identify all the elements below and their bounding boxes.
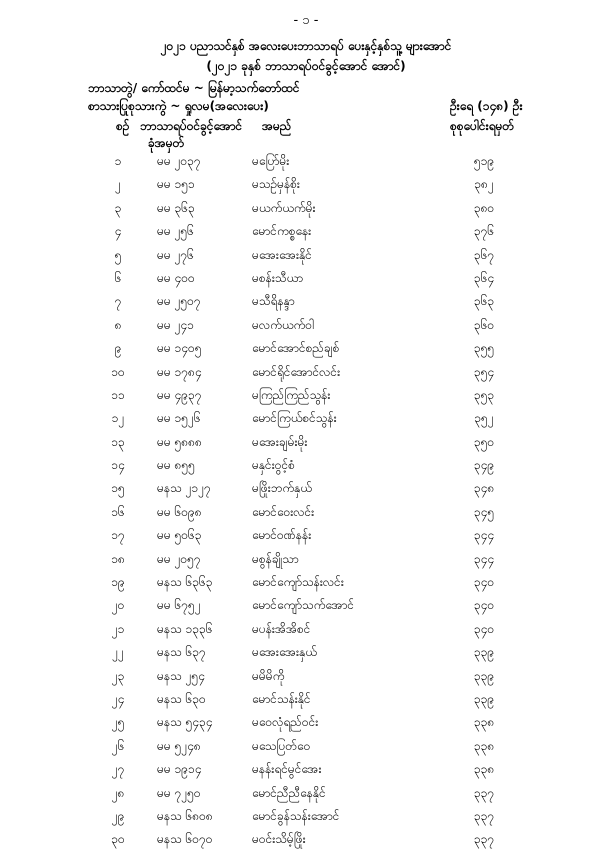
total-mark: ၃၃၈ [473,762,495,777]
table-row [0,293,612,316]
registration-number: မနသ ၆၃၀ [157,691,206,706]
registration-number: မမ ၁၇၈၄ [157,364,202,379]
row-number: ၂၃ [111,668,125,683]
registration-number: မမ ၁၉၁၄ [157,762,202,777]
candidate-name: မအေးအေးနှယ် [252,645,317,660]
candidate-name: မယက်ယက်မိုး [252,200,316,215]
registration-number: မမ ၅၈၈၈ [157,434,202,449]
total-mark: ၃၃၉ [473,645,495,660]
total-mark: ၃၅၃ [473,387,495,402]
registration-number: မမ ၂၅၀၇ [157,294,201,309]
registration-number: မမ ၆၀၉၈ [157,504,202,519]
total-mark: ၃၆၃ [473,294,495,309]
total-mark: ၃၅၅ [473,341,495,356]
candidate-name: မောင်ရိုင်အောင်လင်း [252,364,341,379]
document-subtitle: (၂၀၂၁ ခုနှစ် ဘာသာရပ်ဝင်ခွင့်အောင် အောင်) [206,59,406,73]
total-mark: ၃၄၅ [473,504,495,519]
registration-number: မမ ၂၇၆ [157,247,194,262]
row-number: ၂၅ [111,715,125,730]
candidate-name: မောင်ညီညီနေနိုင် [252,785,326,800]
table-row [0,738,612,761]
table-row [0,480,612,503]
column-header-registration: ဘာသာရပ်ဝင်ခွင့်အောင် [140,119,243,133]
row-number: ၆ [114,270,122,285]
candidate-name: မအေးချမ်းမိုး [252,434,308,449]
column-header-mark: စုစုပေါင်းရမှတ် [450,119,515,133]
total-mark: ၃၄၀ [473,575,495,590]
registration-number: မမ ၃၆၃ [157,200,195,215]
registration-number: မမ ၆၇၅၂ [157,598,201,613]
registration-number: မနသ ၆၃၆၃ [157,575,213,590]
row-number: ၁ [114,154,122,168]
candidate-name: မောင်ကစ္စနေး [252,224,312,239]
total-mark: ၃၄၈ [473,481,495,496]
registration-number: မနသ ၂၁၂၇ [157,481,211,496]
table-row [0,223,612,246]
candidate-name: မောင်ကြယ်စင်သွန်း [252,411,337,426]
table-row [0,387,612,410]
row-number: ၂၇ [111,762,125,777]
total-mark: ၃၆၄ [473,270,495,285]
table-row [0,504,612,527]
row-number: ၃၀ [111,832,125,847]
table-row [0,457,612,480]
results-list [0,153,612,855]
registration-number: မနသ ၁၃၃၆ [157,621,213,636]
page-number: - ၁ - [293,13,319,28]
registration-number: မမ ၂၅၆ [157,224,194,239]
registration-number: မမ ၂၀၅၇ [157,551,201,566]
candidate-name: မနှင်းဝွင့်စံ [252,458,295,473]
row-number: ၁၆ [111,504,125,519]
total-mark: ၃၈၂ [474,177,494,192]
candidate-name: မောင်ဝေးလင်း [252,504,315,519]
row-number: ၁၂ [111,411,125,426]
table-row [0,317,612,340]
table-row [0,597,612,620]
total-mark: ၃၃၈ [473,715,495,730]
total-mark: ၃၅၀ [473,434,495,449]
row-number: ၂ [115,177,121,192]
total-count: ဦးရေ (၁၄၈) ဦး [450,99,523,113]
candidate-name: မောင်ဝဏ်နန်း [252,528,312,543]
candidate-name: မနန်းရင်မွင်အေး [252,762,322,777]
row-number: ၁၀ [111,364,125,379]
candidate-name: မောင်အောင်စည်ချစ် [252,341,340,356]
total-mark: ၃၄၀ [473,621,495,636]
table-row [0,574,612,597]
row-number: ၂၂ [112,645,124,660]
candidate-name: မပန်းအိအိစင် [252,621,311,636]
table-row [0,153,612,176]
total-mark: ၃၈၀ [473,200,495,215]
table-row [0,831,612,854]
row-number: ၈ [114,317,122,332]
table-row [0,410,612,433]
table-row [0,668,612,691]
table-row [0,714,612,737]
row-number: ၃ [114,200,122,215]
registration-number: မနသ ၂၅၄ [157,668,205,683]
category-label: စာသားပြုစုသားကွဲ ~ ရှုလမ(အလေးပေး) [88,99,269,113]
row-number: ၁၇ [111,528,125,543]
table-row [0,691,612,714]
row-number: ၄ [114,224,122,239]
table-row [0,247,612,270]
total-mark: ၃၅၂ [474,411,494,426]
total-mark: ၃၄၄ [473,551,495,566]
table-row [0,527,612,550]
registration-number: မမ ၅၀၆၃ [157,528,202,543]
total-mark: ၃၄၄ [473,528,495,543]
total-mark: ၃၄၉ [473,458,495,473]
subject-line: ဘာသာတွဲ/ ကော်ထင်မ ~ မြန်မာ့သက်တော်ထင် [88,81,300,95]
candidate-name: မစန်းသီယာ [252,270,304,285]
registration-number: မမ ၁၄၀၅ [157,341,202,356]
row-number: ၁၉ [111,575,125,590]
total-mark: ၅၁၉ [473,154,495,168]
row-number: ၂၁ [111,621,125,636]
table-row [0,270,612,293]
candidate-name: မဖြိုးဘက်နှယ် [252,481,312,496]
registration-number: မမ ၇၂၅၀ [157,785,201,800]
row-number: ၅ [114,247,122,262]
total-mark: ၃၃၉ [473,668,495,683]
total-mark: ၃၃၇ [473,785,495,800]
total-mark: ၃၃၇ [473,832,495,847]
row-number: ၁၁ [111,387,125,402]
candidate-name: မဝေလုံရည်ဝင်း [252,715,319,730]
table-row [0,808,612,831]
total-mark: ၃၄၀ [473,598,495,613]
column-header-name: အမည် [262,119,292,133]
registration-number: မနသ ၆၀၇၀ [157,832,213,847]
row-number: ၂၈ [111,785,125,800]
table-row [0,551,612,574]
table-row [0,434,612,457]
total-mark: ၃၆၇ [473,247,495,262]
registration-number: မမ ၂၀၃၇ [157,154,201,168]
row-number: ၇ [114,294,122,309]
table-row [0,644,612,667]
row-number: ၁၄ [111,458,125,473]
total-mark: ၃၇၆ [473,224,495,239]
row-number: ၁၃ [111,434,125,449]
candidate-name: မသေပြတ်ဝေ [252,738,311,753]
candidate-name: မအေးအေးနိုင် [252,247,312,262]
registration-number: မမ ၄၉၃၇ [157,387,202,402]
table-row [0,785,612,808]
candidate-name: မဝင်းသိမ့်ဖြိုး [252,832,306,847]
registration-number: မမ ၁၅၂၆ [157,411,201,426]
total-mark: ၃၃၉ [473,691,495,706]
candidate-name: မသဉ်မှန်စိုး [252,177,300,192]
table-row [0,200,612,223]
table-row [0,176,612,199]
candidate-name: မကြည်ကြည်သွန်း [252,387,331,402]
table-row [0,761,612,784]
candidate-name: မစွန်ချိုသာ [252,551,299,566]
registration-number: မနသ ၆၃၇ [157,645,206,660]
row-number: ၁၈ [111,551,125,566]
row-number: ၂၄ [111,691,125,706]
candidate-name: မောင်ကျော်သက်အောင် [252,598,355,613]
registration-number: မနသ ၅၄၃၄ [157,715,213,730]
row-number: ၂၀ [111,598,125,613]
column-header-no: စဉ် [116,119,130,133]
registration-number: မမ ၁၅၁ [157,177,195,192]
table-row [0,340,612,363]
document-title: ၂၀၂၁ ပညာသင်နှစ် အလေးပေးဘာသာရပ် ပေးနှင့်နှစ်သူ့ များအောင် [160,39,452,53]
row-number: ၁၅ [111,481,125,496]
candidate-name: မပြော်မိုး [252,154,290,168]
registration-number: မမ ၅၂၄၈ [157,738,201,753]
row-number: ၉ [114,341,122,356]
candidate-name: မောင်သန်းနိုင် [252,691,311,706]
registration-number: မမ ၈၅၅ [157,458,195,473]
registration-number: မမ ၂၄၁ [157,317,194,332]
candidate-name: မသီရိနန္ဒာ [252,294,295,309]
table-row [0,621,612,644]
candidate-name: မမိမိကို [252,668,285,683]
candidate-name: မောင်ခွန်သန်းအောင် [252,808,340,823]
total-mark: ၃၃၇ [473,808,495,823]
registration-number: မနသ ၆၈၀၈ [157,808,213,823]
row-number: ၂၉ [111,808,125,823]
total-mark: ၃၆၀ [473,317,495,332]
candidate-name: မလက်ယက်ဝါ [252,317,315,332]
column-header-registration-line2: ခုံအမှတ် [148,136,185,150]
candidate-name: မောင်ကျော်သန်းလင်း [252,575,344,590]
table-row [0,364,612,387]
registration-number: မမ ၄၀၀ [157,270,195,285]
total-mark: ၃၃၈ [473,738,495,753]
row-number: ၂၆ [111,738,125,753]
total-mark: ၃၅၄ [473,364,495,379]
